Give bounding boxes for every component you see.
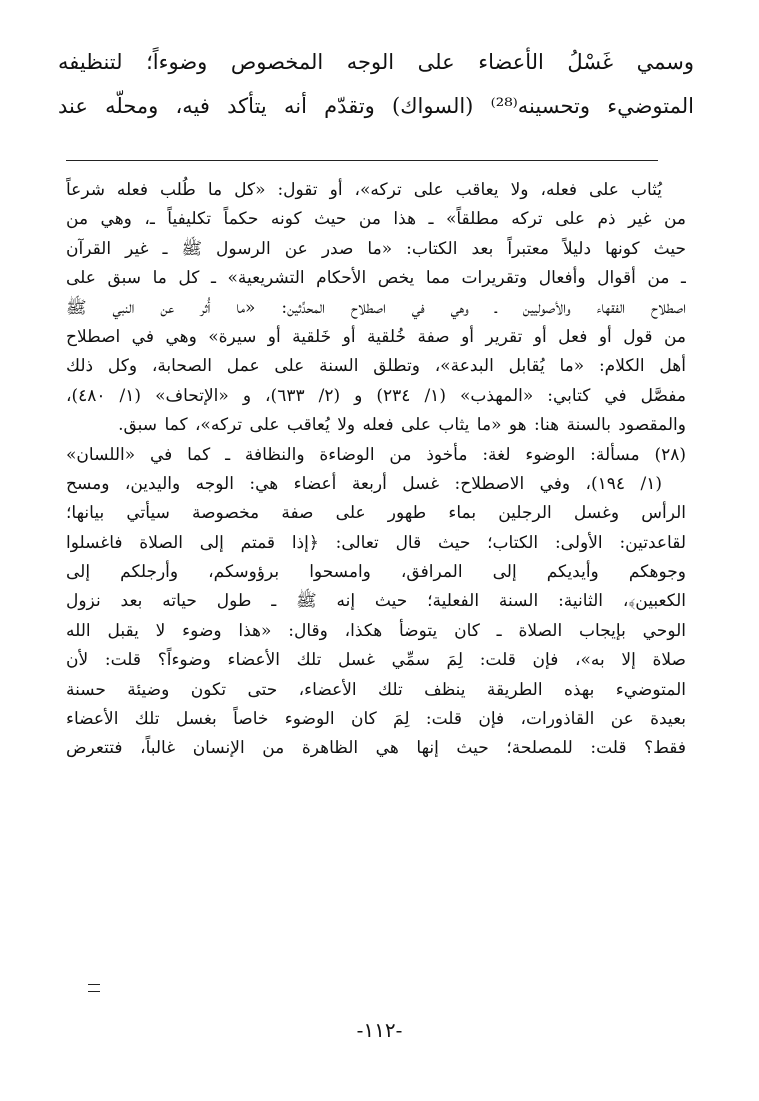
footnote-line: من قول أو فعل أو تقرير أو صفة خُلقية أو خَلقية أو سيرة» وهي في اصطلاح <box>66 326 686 347</box>
footnote-line: الكعبين﴾، الثانية: السنة الفعلية؛ حيث إنه ﷺ ـ طول حياته بعد نزول <box>66 591 686 612</box>
footnote-line: (٢٨) مسألة: الوضوء لغة: مأخوذ من الوضاءة والنظافة ـ كما في «اللسان» <box>66 444 686 465</box>
footnote-line: والمقصود بالسنة هنا: هو «ما يثاب على فعله ولا يُعاقب على تركه»، كما سبق. <box>118 415 686 436</box>
footnote-line: الوحي بإيجاب الصلاة ـ كان يتوضأ هكذا، وقال: «هذا وضوء لا يقبل الله <box>66 620 686 641</box>
main-text-block <box>58 40 694 128</box>
main-text-line: المتوضيء وتحسينه⁽²⁸⁾ (السواك) وتقدّم أنه يتأكد فيه، ومحلّه عند <box>58 94 694 118</box>
footnote-line: من غير ذم على تركه مطلقاً» ـ هذا من حيث كونه حكماً تكليفياً ـ، وهي من <box>66 209 686 230</box>
continuation-mark <box>88 984 100 992</box>
footnote-line: يُثاب على فعله، ولا يعاقب على تركه»، أو تقول: «كل ما طُلب فعله شرعاً <box>66 180 662 200</box>
footnote-line: فقط؟ قلت: للمصلحة؛ حيث إنها هي الظاهرة من الإنسان غالباً، فتتعرض <box>66 738 686 759</box>
footnote-line: ـ من أقوال وأفعال وتقريرات مما يخص الأحكام التشريعية» ـ كل ما سبق على <box>66 268 686 289</box>
footnote-line: أهل الكلام: «ما يُقابل البدعة»، وتطلق السنة على عمل الصحابة، وكل ذلك <box>66 356 686 377</box>
footnote-line: وجوهكم وأيديكم إلى المرافق، وامسحوا برؤوسكم، وأرجلكم إلى <box>66 562 686 583</box>
footnote-line: بعيدة عن القاذورات، فإن قلت: لِمَ كان الوضوء خاصاً بغسل تلك الأعضاء <box>66 709 686 730</box>
footnote-line: لقاعدتين: الأولى: الكتاب؛ حيث قال تعالى: ﴿إذا قمتم إلى الصلاة فاغسلوا <box>66 532 686 553</box>
footnotes-block <box>66 176 686 764</box>
footnote-line: الرأس وغسل الرجلين بماء طهور على صفة مخصوصة سيأتي بيانها؛ <box>66 503 686 524</box>
footnote-line: المتوضيء بهذه الطريقة ينظف تلك الأعضاء، حتى تكون وضيئة حسنة <box>66 679 686 700</box>
page-number: -١١٢- <box>356 1018 403 1042</box>
main-text-line: وسمي غَسْلُ الأعضاء على الوجه المخصوص وضوءاً؛ لتنظيفه <box>58 50 694 74</box>
footnote-line: اصطلاح الفقهاء والأصوليين ـ وهي في اصطلاح المحدِّثين: «ما أُثر عن النبي ﷺ <box>66 297 686 318</box>
footnote-line: حيث كونها دليلاً معتبراً بعد الكتاب: «ما صدر عن الرسول ﷺ ـ غير القرآن <box>66 238 686 259</box>
footnote-line: (١/ ١٩٤)، وفي الاصطلاح: غسل أربعة أعضاء هي: الوجه واليدين، ومسح <box>66 473 662 494</box>
footnote-line: صلاة إلا به»، فإن قلت: لِمَ سمِّي غسل تلك الأعضاء وضوءاً؟ قلت: لأن <box>66 650 686 671</box>
footnote-divider <box>66 160 658 161</box>
footnote-line: مفصَّل في كتابي: «المهذب» (١/ ٢٣٤) و (٢/ ٦٣٣)، و «الإتحاف» (١/ ٤٨٠)، <box>66 385 686 406</box>
